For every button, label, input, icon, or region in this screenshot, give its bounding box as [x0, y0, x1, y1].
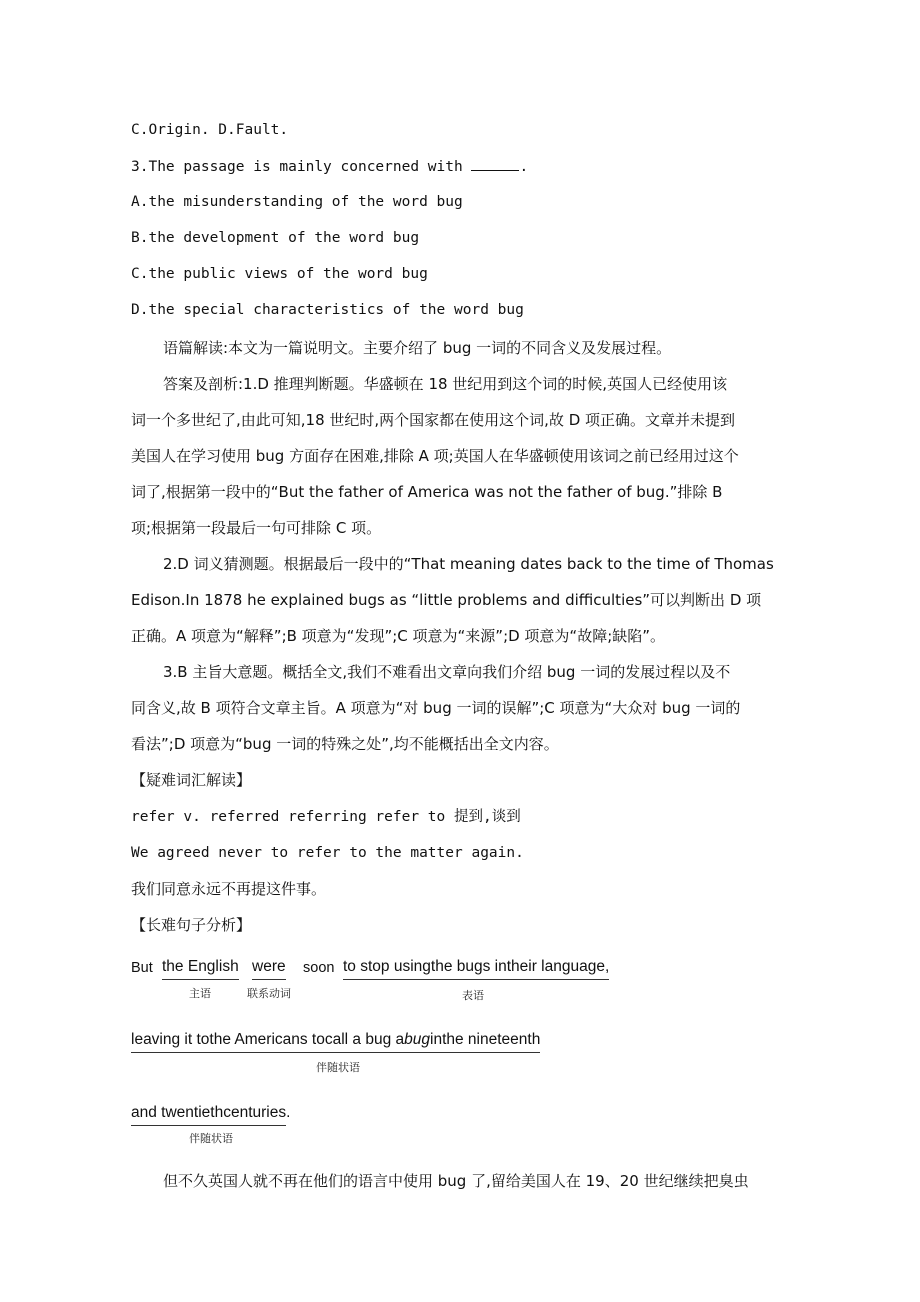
answer1-line3: 美国人在学习使用 bug 方面存在困难,排除 A 项;英国人在华盛顿使用该词之前已经用过这个 [131, 447, 739, 465]
vocab-example-en: We agreed never to refer to the matter again. [131, 845, 524, 861]
subject-text: the English [162, 958, 239, 980]
answer1-line1: 答案及剖析:1.D 推理判断题。华盛顿在 18 世纪用到这个词的时候,英国人已经使用该 [163, 375, 728, 393]
question3-stem-text: 3.The passage is mainly concerned with [131, 159, 472, 175]
answer2-line2: Edison.In 1878 he explained bugs as “little problems and difficulties”可以判断出 D 项 [131, 591, 762, 609]
vocab-example-cn: 我们同意永远不再提这件事。 [131, 880, 327, 898]
verb-text: were [252, 958, 286, 980]
answer-blank [471, 156, 519, 171]
answer3-line2: 同含义,故 B 项符合文章主旨。A 项意为“对 bug 一词的误解”;C 项意为“大众对 bug 一词的 [131, 699, 741, 717]
adverbial2-label: 伴随状语 [189, 1132, 233, 1145]
word-soon: soon [303, 960, 335, 976]
adverbial1-text-a: leaving it tothe Americans tocall a bug a [131, 1031, 405, 1048]
answer3-line1: 3.B 主旨大意题。概括全文,我们不难看出文章向我们介绍 bug 一词的发展过程以及不 [163, 663, 731, 681]
subject-label: 主语 [189, 987, 211, 1000]
word-but: But [131, 960, 153, 976]
answer3-line3: 看法”;D 项意为“bug 一词的特殊之处”,均不能概括出全文内容。 [131, 735, 559, 753]
answer2-line3: 正确。A 项意为“解释”;B 项意为“发现”;C 项意为“来源”;D 项意为“故障;缺陷”。 [131, 627, 666, 645]
question3-stem [131, 156, 528, 177]
segment-adverbial-1 [131, 1031, 540, 1053]
question3-option-a: A.the misunderstanding of the word bug [131, 194, 463, 210]
answer1-line4: 词了,根据第一段中的“But the father of America was not the father of bug.”排除 B [131, 483, 723, 501]
question3-option-b: B.the development of the word bug [131, 230, 420, 246]
adverbial1-label: 伴随状语 [316, 1061, 360, 1074]
question3-option-d: D.the special characteristics of the word bug [131, 302, 524, 318]
segment-adverbial-2 [131, 1104, 290, 1126]
predicative-label: 表语 [462, 989, 484, 1002]
adverbial1-italic-bug: bug [404, 1031, 431, 1048]
question3-option-c: C.the public views of the word bug [131, 266, 428, 282]
adverbial2-text: and twentiethcenturies [131, 1104, 286, 1126]
passage-summary: 语篇解读:本文为一篇说明文。主要介绍了 bug 一词的不同含义及发展过程。 [163, 339, 672, 357]
segment-verb [252, 958, 286, 980]
vocab-entry: refer v. referred referring refer to 提到,谈到 [131, 809, 521, 825]
question2-options-c-d: C.Origin. D.Fault. [131, 122, 289, 138]
answer1-line5: 项;根据第一段最后一句可排除 C 项。 [131, 519, 382, 537]
predicative-text: to stop usingthe bugs intheir language, [343, 958, 609, 980]
answer1-line2: 词一个多世纪了,由此可知,18 世纪时,两个国家都在使用这个词,故 D 项正确。文章并未提到 [131, 411, 736, 429]
segment-predicative [343, 958, 609, 980]
verb-label: 联系动词 [247, 987, 291, 1000]
sentence-heading: 【长难句子分析】 [131, 916, 252, 934]
question3-stem-end: . [519, 159, 529, 175]
segment-subject [162, 958, 239, 980]
adverbial2-period: . [286, 1104, 291, 1121]
adverbial1-text-b: inthe nineteenth [430, 1031, 541, 1048]
answer2-line1: 2.D 词义猜测题。根据最后一段中的“That meaning dates back to the time of Thomas [163, 555, 774, 573]
sentence-translation: 但不久英国人就不再在他们的语言中使用 bug 了,留给美国人在 19、20 世纪继续把臭虫 [163, 1172, 749, 1190]
vocab-heading: 【疑难词汇解读】 [131, 771, 252, 789]
